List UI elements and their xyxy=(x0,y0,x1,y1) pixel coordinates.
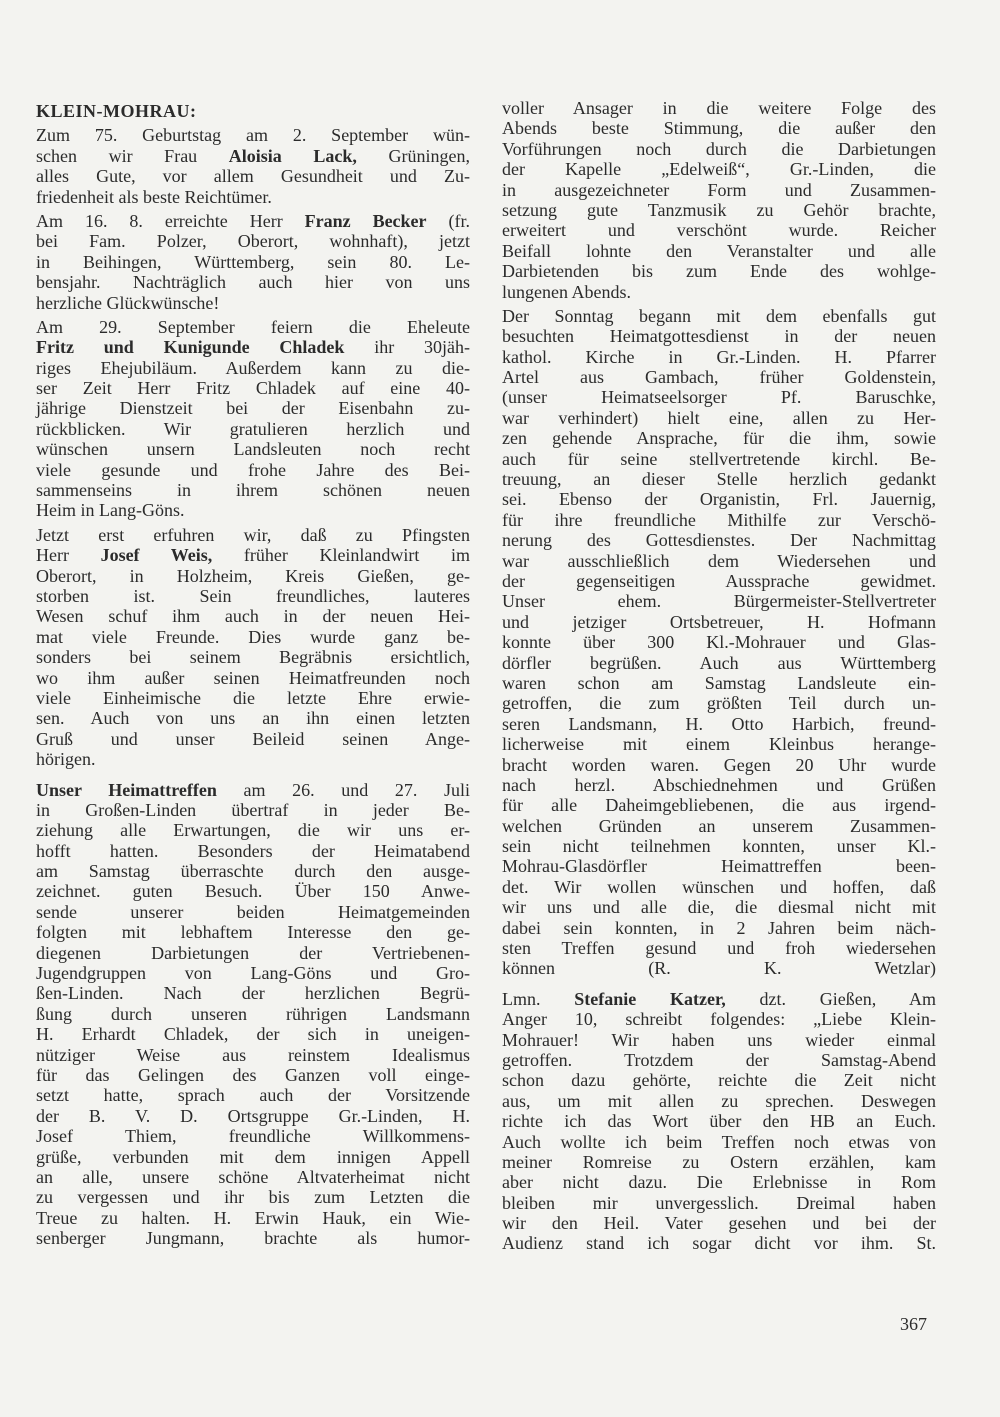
text-line xyxy=(36,378,470,398)
text-run: Lmn. xyxy=(502,988,575,1009)
text-line xyxy=(36,1106,470,1126)
text-run: (unser Heimatseelsorger Pf. Baruschke, xyxy=(502,387,936,408)
text-run: nütziger Weise aus reinstem Idealismus xyxy=(36,1044,470,1065)
text-run: sende unserer beiden Heimatgemeinden xyxy=(36,901,470,922)
text-run: am 26. und 27. Juli xyxy=(216,779,470,800)
text-line xyxy=(502,118,936,138)
text-line xyxy=(502,1233,936,1253)
text-line xyxy=(502,989,936,1009)
text-run: treuung, an dieser Stelle herzlich gedankt xyxy=(502,469,936,490)
text-run: seren Landsmann, H. Otto Harbich, freund- xyxy=(502,713,936,734)
text-line xyxy=(502,856,936,876)
bold-name: Josef Weis, xyxy=(100,545,213,566)
text-line xyxy=(502,1091,936,1111)
text-line xyxy=(502,449,936,469)
text-run: Am 16. 8. erreichte Herr xyxy=(36,210,305,231)
text-line xyxy=(502,632,936,652)
text-run: für das Gelingen des Ganzen voll einge- xyxy=(36,1064,470,1085)
text-run: H. Erhardt Chladek, der sich in uneigen- xyxy=(36,1024,470,1045)
text-run: hörigen. xyxy=(36,749,96,770)
text-run: nach herzl. Abschiednehmen und Grüßen xyxy=(502,774,936,795)
text-line xyxy=(36,881,470,901)
text-line xyxy=(36,841,470,861)
text-line xyxy=(502,795,936,815)
text-line xyxy=(36,983,470,1003)
text-line xyxy=(502,714,936,734)
text-run: lungenen Abends. xyxy=(502,281,631,302)
text-run: diegenen Darbietungen der Vertriebenen- xyxy=(36,942,470,963)
text-run: Der Sonntag begann mit dem ebenfalls gut xyxy=(502,305,936,326)
text-run: Anger 10, schreibt folgendes: „Liebe Klein- xyxy=(502,1009,936,1030)
text-run: in ausgezeichneter Form und Zusammen- xyxy=(502,179,936,200)
text-run: ziehung alle Erwartungen, die wir uns er- xyxy=(36,820,470,841)
text-line xyxy=(502,591,936,611)
text-run: zu vergessen und ihr bis zum Letzten die xyxy=(36,1187,470,1208)
text-line xyxy=(502,836,936,856)
text-line xyxy=(502,489,936,509)
text-line xyxy=(36,566,470,586)
text-line xyxy=(502,693,936,713)
text-run: Abends beste Stimmung, die außer den xyxy=(502,118,936,139)
text-line xyxy=(502,1132,936,1152)
text-run: licherweise mit einem Kleinbus herange- xyxy=(502,734,936,755)
text-line xyxy=(36,627,470,647)
text-line xyxy=(502,408,936,428)
text-line xyxy=(502,347,936,367)
text-line xyxy=(502,220,936,240)
text-line xyxy=(36,231,470,251)
text-run: bracht worden waren. Gegen 20 Uhr wurde xyxy=(502,754,936,775)
text-line xyxy=(36,1187,470,1207)
text-line xyxy=(36,272,470,292)
text-run: in Beihingen, Württemberg, sein 80. Le- xyxy=(36,251,470,272)
text-line xyxy=(36,780,470,800)
text-line xyxy=(502,1152,936,1172)
text-run: schen wir Frau xyxy=(36,145,229,166)
text-line xyxy=(502,1111,936,1131)
text-run: zeichnet. guten Besuch. Über 150 Anwe- xyxy=(36,881,470,902)
text-run: zen gehende Ansprache, für die ihm, sowie xyxy=(502,428,936,449)
text-run: bensjahr. Nachträglich auch hier von uns xyxy=(36,272,470,293)
text-run: Gruß und unser Beileid seinen Ange- xyxy=(36,728,470,749)
text-run: Oberort, in Holzheim, Kreis Gießen, ge- xyxy=(36,565,470,586)
text-line xyxy=(502,1050,936,1070)
text-line xyxy=(36,1085,470,1105)
text-run: ser Zeit Herr Fritz Chladek auf eine 40- xyxy=(36,378,470,399)
text-run: det. Wir wollen wünschen und hoffen, daß xyxy=(502,876,936,897)
text-run: ßung durch unseren rührigen Landsmann xyxy=(36,1003,470,1024)
text-line xyxy=(502,326,936,346)
text-run: sen. Auch von uns an ihn einen letzten xyxy=(36,708,470,729)
text-line xyxy=(36,922,470,942)
paragraph xyxy=(502,306,936,979)
text-line xyxy=(502,551,936,571)
text-line xyxy=(36,688,470,708)
text-line xyxy=(502,469,936,489)
text-line xyxy=(36,500,470,520)
text-line xyxy=(36,902,470,922)
text-run: meiner Romreise zu Ostern erzählen, kam xyxy=(502,1151,936,1172)
text-line xyxy=(36,1167,470,1187)
text-run: Treue zu halten. H. Erwin Hauk, ein Wie- xyxy=(36,1207,470,1228)
text-run: können xyxy=(502,958,649,979)
text-run: dörfler begrüßen. Auch aus Württemberg xyxy=(502,652,936,673)
text-run: Zum 75. Geburtstag am 2. September wün- xyxy=(36,125,470,146)
text-run: besuchten Heimatgottesdienst in der neuen xyxy=(502,326,936,347)
text-line xyxy=(502,938,936,958)
text-line xyxy=(36,439,470,459)
text-run: am Samstag überraschte durch den ausge- xyxy=(36,861,470,882)
text-line xyxy=(36,708,470,728)
paragraph xyxy=(502,989,936,1254)
text-line xyxy=(502,1070,936,1090)
text-line xyxy=(502,918,936,938)
text-run: wo ihm außer seinen Heimatfreunden noch xyxy=(36,667,470,688)
section-heading: KLEIN-MOHRAU: xyxy=(36,101,197,121)
text-run: für alle Daheimgebliebenen, die aus irgend- xyxy=(502,795,936,816)
text-run: Jetzt erst erfuhren wir, daß zu Pfingsten xyxy=(36,524,470,545)
text-run: in Großen-Linden übertraf in jeder Be- xyxy=(36,799,470,820)
text-run: getroffen. Trotzdem der Samstag-Abend xyxy=(502,1049,936,1070)
text-line xyxy=(36,317,470,337)
text-run: viele Einheimische die letzte Ehre erwie- xyxy=(36,687,470,708)
text-line xyxy=(36,525,470,545)
text-run: alles Gute, vor allem Gesundheit und Zu- xyxy=(36,166,470,187)
text-run: Darbietenden bis zum Ende des wohlge- xyxy=(502,261,936,282)
text-run: auch für seine stellvertretende kirchl. Be- xyxy=(502,448,936,469)
bold-name: Aloisia Lack, xyxy=(228,145,357,166)
bold-name: Fritz und Kunigunde Chladek xyxy=(36,337,345,358)
text-run: Herr xyxy=(36,545,101,566)
text-line xyxy=(502,673,936,693)
text-run: Wesen schuf ihm auch in der neuen Hei- xyxy=(36,606,470,627)
text-line xyxy=(502,1030,936,1050)
text-line xyxy=(502,958,936,978)
text-line xyxy=(36,358,470,378)
text-run: für ihre freundliche Mithilfe zur Verschö- xyxy=(502,509,936,530)
text-line xyxy=(36,729,470,749)
text-line xyxy=(502,897,936,917)
text-line xyxy=(502,282,936,302)
text-line xyxy=(502,510,936,530)
text-line xyxy=(502,775,936,795)
text-run: dzt. Gießen, Am xyxy=(725,988,936,1009)
text-run: der B. V. D. Ortsgruppe Gr.-Linden, H. xyxy=(36,1105,470,1126)
text-run: setzung gute Tanzmusik zu Gehör brachte, xyxy=(502,199,936,220)
text-line xyxy=(502,428,936,448)
text-run: setzt hatte, sprach auch der Vorsitzende xyxy=(36,1085,470,1106)
text-run: erweitert und verschönt wurde. Reicher xyxy=(502,220,936,241)
text-run: mat viele Freunde. Dies wurde ganz be- xyxy=(36,626,470,647)
text-run: Grüningen, xyxy=(356,145,470,166)
text-line xyxy=(36,1147,470,1167)
text-line xyxy=(502,139,936,159)
text-run: folgten mit lebhaftem Interesse den ge- xyxy=(36,922,470,943)
text-line xyxy=(36,1004,470,1024)
text-line xyxy=(36,166,470,186)
text-run: bleiben mir unvergesslich. Dreimal haben xyxy=(502,1192,936,1213)
text-run: der gegenseitigen Aussprache gewidmet. xyxy=(502,570,936,591)
text-line xyxy=(36,1228,470,1248)
text-line xyxy=(502,1172,936,1192)
paragraph xyxy=(36,780,470,1249)
text-run: aus, um mit allen zu sprechen. Deswegen xyxy=(502,1090,936,1111)
text-run: war ausschließlich dem Wiedersehen und xyxy=(502,550,936,571)
text-run: sein nicht teilnehmen konnten, unser Kl.- xyxy=(502,836,936,857)
text-run: friedenheit als beste Reichtümer. xyxy=(36,186,272,207)
text-run: richte ich das Wort über den HB an Euch. xyxy=(502,1111,936,1132)
text-line xyxy=(502,734,936,754)
text-line xyxy=(502,530,936,550)
paragraph xyxy=(36,525,470,770)
text-line xyxy=(502,387,936,407)
text-line xyxy=(36,749,470,769)
text-line xyxy=(36,943,470,963)
text-line xyxy=(502,1213,936,1233)
text-run: wir den Heil. Vater gesehen und bei der xyxy=(502,1213,936,1234)
text-run: konnte über 300 Kl.-Mohrauer und Glas- xyxy=(502,632,936,653)
text-line xyxy=(502,1193,936,1213)
text-run: Heim in Lang-Göns. xyxy=(36,500,185,521)
author-signature: (R. K. Wetzlar) xyxy=(648,958,936,979)
text-line xyxy=(36,820,470,840)
text-line xyxy=(502,200,936,220)
text-line xyxy=(36,800,470,820)
text-line xyxy=(36,606,470,626)
text-line xyxy=(502,653,936,673)
text-run: Artel aus Gambach, früher Goldenstein, xyxy=(502,367,936,388)
text-run: und jetziger Ortsbetreuer, H. Hofmann xyxy=(502,611,936,632)
text-run: wir uns und alle die, die diesmal nicht mit xyxy=(502,897,936,918)
right-column xyxy=(502,98,936,1258)
text-line xyxy=(36,211,470,231)
text-line xyxy=(36,647,470,667)
text-run: voller Ansager in die weitere Folge des xyxy=(502,98,936,118)
text-run: an alle, unsere schöne Altvaterheimat nicht xyxy=(36,1166,470,1187)
text-line xyxy=(36,963,470,983)
text-run: Jugendgruppen von Lang-Göns und Gro- xyxy=(36,963,470,984)
text-run: bei Fam. Polzer, Oberort, wohnhaft), jetzt xyxy=(36,231,470,252)
text-line xyxy=(36,480,470,500)
text-run: wünschen unsern Landsleuten noch recht xyxy=(36,439,470,460)
text-run: Mohrauer! Wir haben uns wieder einmal xyxy=(502,1029,936,1050)
text-run: Mohrau-Glasdörfler Heimattreffen been- xyxy=(502,856,936,877)
text-line xyxy=(36,398,470,418)
text-line xyxy=(502,98,936,118)
text-run: rückblicken. Wir gratulieren herzlich und xyxy=(36,418,470,439)
text-run: senberger Jungmann, brachte als humor- xyxy=(36,1228,470,1249)
text-run: Audienz stand ich sogar dicht vor ihm. St. xyxy=(502,1233,936,1254)
text-line xyxy=(36,419,470,439)
text-run: aber nicht dazu. Die Erlebnisse in Rom xyxy=(502,1172,936,1193)
text-run: viele gesunde und frohe Jahre des Bei- xyxy=(36,459,470,480)
text-line xyxy=(36,252,470,272)
text-run: ihr 30jäh- xyxy=(344,337,470,358)
page-number: 367 xyxy=(900,1314,927,1334)
paragraph xyxy=(36,211,470,313)
text-line xyxy=(36,337,470,357)
text-line xyxy=(36,187,470,207)
text-line xyxy=(36,861,470,881)
text-run: sonders bei seinem Begräbnis ersichtlich, xyxy=(36,647,470,668)
text-run: Vorführungen noch durch die Darbietungen xyxy=(502,138,936,159)
text-run: Beifall lohnte den Veranstalter und alle xyxy=(502,240,936,261)
text-line xyxy=(502,1009,936,1029)
text-run: hofft hatten. Besonders der Heimatabend xyxy=(36,840,470,861)
text-line xyxy=(36,293,470,313)
text-run: kathol. Kirche in Gr.-Linden. H. Pfarrer xyxy=(502,346,936,367)
text-line xyxy=(36,1024,470,1044)
text-run: sammenseins in ihrem schönen neuen xyxy=(36,480,470,501)
text-line xyxy=(36,1208,470,1228)
paragraph xyxy=(36,125,470,207)
text-line xyxy=(36,545,470,565)
text-run: herzliche Glückwünsche! xyxy=(36,292,220,313)
bold-name: Unser Heimattreffen xyxy=(36,779,217,800)
text-run: Am 29. September feiern die Eheleute xyxy=(36,316,470,337)
text-run: Auch wollte ich beim Treffen noch etwas von xyxy=(502,1131,936,1152)
text-run: dabei sein konnten, in 2 Jahren beim näch- xyxy=(502,917,936,938)
text-line xyxy=(36,586,470,606)
text-line xyxy=(502,612,936,632)
text-run: getroffen, die zum größten Teil durch un- xyxy=(502,693,936,714)
left-column xyxy=(36,101,470,1253)
text-run: grüße, verbunden mit dem innigen Appell xyxy=(36,1146,470,1167)
text-line xyxy=(502,159,936,179)
text-run: früher Kleinlandwirt im xyxy=(212,545,470,566)
text-run: (fr. xyxy=(426,210,470,231)
paragraph xyxy=(36,317,470,521)
text-line xyxy=(36,668,470,688)
text-line xyxy=(36,460,470,480)
text-line xyxy=(502,816,936,836)
text-line xyxy=(502,367,936,387)
text-line xyxy=(36,1045,470,1065)
text-run: storben ist. Sein freundliches, lauteres xyxy=(36,586,470,606)
text-line xyxy=(36,146,470,166)
bold-name: Franz Becker xyxy=(304,210,427,231)
text-run: war verhindert) hielt eine, allen zu Her- xyxy=(502,407,936,428)
text-run: ßen-Linden. Nach der herzlichen Begrü- xyxy=(36,983,470,1004)
text-line xyxy=(36,1065,470,1085)
bold-name: Stefanie Katzer, xyxy=(574,988,726,1009)
text-line xyxy=(502,571,936,591)
text-run: Unser ehem. Bürgermeister-Stellvertreter xyxy=(502,591,936,612)
text-line xyxy=(502,306,936,326)
text-line xyxy=(502,180,936,200)
text-run: der Kapelle „Edelweiß“, Gr.-Linden, die xyxy=(502,159,936,180)
text-run: schon dazu gehörte, reichte die Zeit nicht xyxy=(502,1070,936,1091)
text-run: Josef Thiem, freundliche Willkommens- xyxy=(36,1126,470,1147)
text-run: sten Treffen gesund und froh wiedersehen xyxy=(502,938,936,959)
text-run: sei. Ebenso der Organistin, Frl. Jauernig, xyxy=(502,489,936,510)
text-run: riges Ehejubiläum. Außerdem kann zu die- xyxy=(36,357,470,378)
text-run: waren schon am Samstag Landsleute ein- xyxy=(502,672,936,693)
text-run: jährige Dienstzeit bei der Eisenbahn zu- xyxy=(36,398,470,419)
text-run: welchen Gründen an unserem Zusammen- xyxy=(502,815,936,836)
text-line xyxy=(36,1126,470,1146)
text-line xyxy=(502,241,936,261)
paragraph xyxy=(502,98,936,302)
text-run: nerung des Gottesdienstes. Der Nachmittag xyxy=(502,530,936,551)
text-line xyxy=(502,261,936,281)
text-line xyxy=(502,877,936,897)
text-line xyxy=(502,755,936,775)
text-line xyxy=(36,125,470,145)
